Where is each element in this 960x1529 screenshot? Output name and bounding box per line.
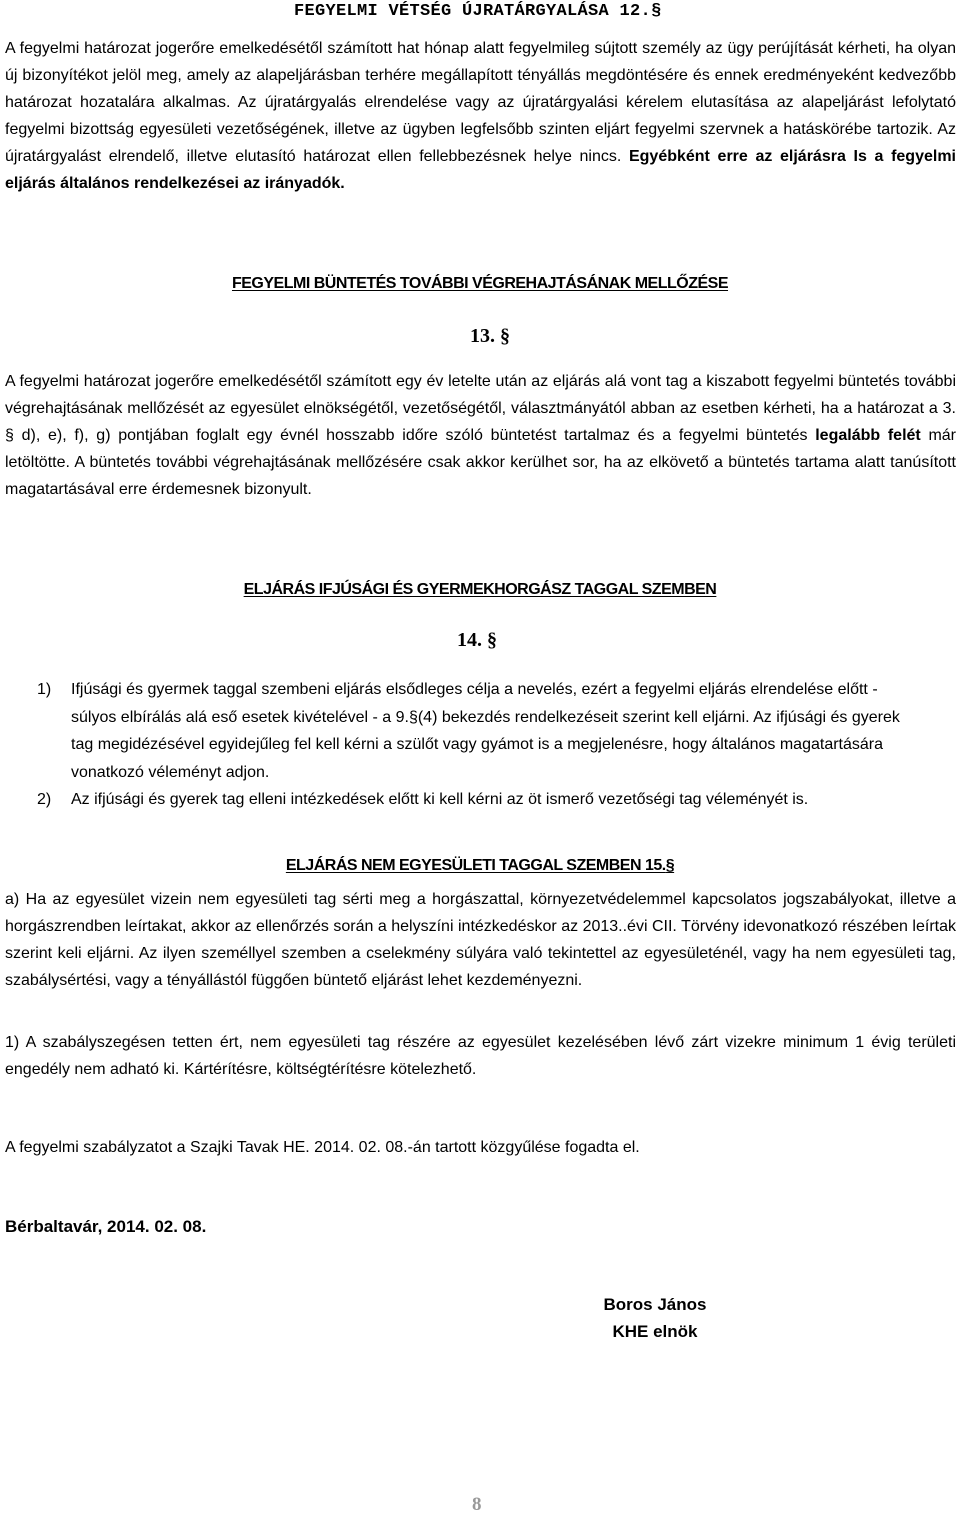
section-13-text-a: A fegyelmi határozat jogerőre emelkedésétől számított egy év letelte után az eljárás alá vont tag a kiszabott fegyelmi büntetés további végrehajtásának mellőzését az egyesület elnökségétől, vezetőségétől, választmányától abban az esetben kérheti, ha a határozat a 3. bbox=[5, 373, 956, 417]
section-13-paragraph bbox=[5, 368, 956, 503]
list-item bbox=[0, 786, 920, 814]
section-sign: § bbox=[500, 325, 510, 347]
place-and-date: Bérbaltavár, 2014. 02. 08. bbox=[5, 1217, 207, 1236]
list-item-text: Ifjúsági és gyermek taggal szembeni eljárás elsődleges célja a nevelés, ezért a fegyelmi eljárás elrendelése előtt - súlyos elbírálás alá eső esetek kivételével - a 9.§(4) bekezdés rendelkezéseit szerint kell eljárni. Az ifjúsági és gyerek tag megidézésével egyidejűleg fel kell kérni a szülőt vagy gyámot is a megjelenésre, hogy általános magatartására vonatkozó véleményt adjon. bbox=[71, 681, 900, 781]
signer-name: Boros János bbox=[603, 1295, 707, 1314]
section-12-title-text: FEGYELMI VÉTSÉG ÚJRATÁRGYALÁSA 12. bbox=[294, 2, 652, 21]
signer-title: KHE elnök bbox=[612, 1322, 698, 1341]
section-12-paragraph bbox=[5, 35, 956, 197]
section-12-bold-text: Egyébként erre az eljárásra Is a fegyelmi eljárás általános rendelkezései az irányadók. bbox=[5, 148, 956, 192]
section-15-heading bbox=[0, 857, 960, 875]
page-number: 8 bbox=[472, 1494, 482, 1515]
section-14-number-text: 14. bbox=[457, 629, 482, 651]
section-13-number bbox=[470, 325, 510, 348]
section-sign: § bbox=[5, 427, 14, 444]
list-item bbox=[0, 676, 920, 786]
list-item-number: 1) bbox=[37, 681, 52, 698]
section-14-list bbox=[0, 676, 920, 814]
list-item-text: Az ifjúsági és gyerek tag elleni intézkedések előtt ki kell kérni az öt ismerő vezetőségi tag véleményét is. bbox=[71, 791, 809, 808]
section-sign: § bbox=[665, 857, 675, 874]
section-13-text-c: már letöltötte. A büntetés további végrehajtásának mellőzésére csak akkor kerülhet sor, ha az elkövető a büntetés tartama alatt tanúsított magatartásával erre érdemesnek bizonyult. bbox=[5, 427, 957, 498]
section-14-number bbox=[457, 629, 497, 652]
section-sign: § bbox=[651, 2, 662, 21]
section-15-paragraph-1: 1) A szabályszegésen tetten ért, nem egyesületi tag részére az egyesület kezelésében lévő zárt vizekre minimum 1 évig területi engedély nem adható ki. Kártérítésre, költségtérítésre kötelezhető. bbox=[5, 1034, 956, 1078]
section-14-heading: ELJÁRÁS IFJÚSÁGI ÉS GYERMEKHORGÁSZ TAGGAL SZEMBEN bbox=[243, 581, 717, 598]
section-13-text-b: d), e), f), g) pontjában foglalt egy évnél hosszabb időre szóló büntetést tartalmaz és a fegyelmi büntetés bbox=[13, 427, 816, 444]
section-13-bold-text: legalább felét bbox=[815, 427, 921, 444]
section-sign: § bbox=[487, 629, 497, 651]
list-item-number: 2) bbox=[37, 791, 52, 808]
section-13-number-text: 13. bbox=[470, 325, 495, 347]
section-12-text: A fegyelmi határozat jogerőre emelkedésétől számított hat hónap alatt fegyelmileg sújtott személy az ügy perújítását kérheti, ha olyan új bizonyítékot jelöl meg, amely az alapeljárásban terhére megállapított tényállás megdöntésére és ennek eredményeként kedvezőbb határozat hozatalára alkalmas. Az újratárgyalás elrendelése vagy az újratárgyalási kérelem elutasítása az alapeljárást lefolytató fegyelmi bizottság egyesületi vezetőségének, illetve az ügyben legfelsőbb szinten eljárt fegyelmi szervnek a hatáskörébe tartozik. Az újratárgyalást elrendelő, illetve elutasító határozat ellen fellebbezésnek helye nincs. bbox=[5, 40, 956, 165]
adoption-statement: A fegyelmi szabályzatot a Szajki Tavak HE. 2014. 02. 08.-án tartott közgyűlése fogadta el. bbox=[5, 1139, 640, 1156]
section-13-heading: FEGYELMI BÜNTETÉS TOVÁBBI VÉGREHAJTÁSÁNAK MELLŐZÉSE bbox=[231, 275, 729, 292]
signature-block bbox=[570, 1291, 740, 1345]
section-15-paragraph-a: a) Ha az egyesület vizein nem egyesületi tag sérti meg a horgászattal, környezetvédelemmel kapcsolatos jogszabályokat, illetve a horgászrendben leírtakat, akkor az ellenőrzés során a helyszíni intézkedéskor az 2013..évi CII. Törvény idevonatkozó részében leírtak szerint keli eljárni. Az ilyen személlyel szemben a cselekmény súlyára való tekintettel az egyesületénél, vagy ha nem egyesületi tag, szabálysértési, vagy a tényállástól függően büntető eljárást lehet kezdeményezni. bbox=[5, 891, 956, 989]
section-15-heading-text: ELJÁRÁS NEM EGYESÜLETI TAGGAL SZEMBEN 15. bbox=[285, 857, 666, 874]
section-12-title bbox=[294, 2, 662, 21]
